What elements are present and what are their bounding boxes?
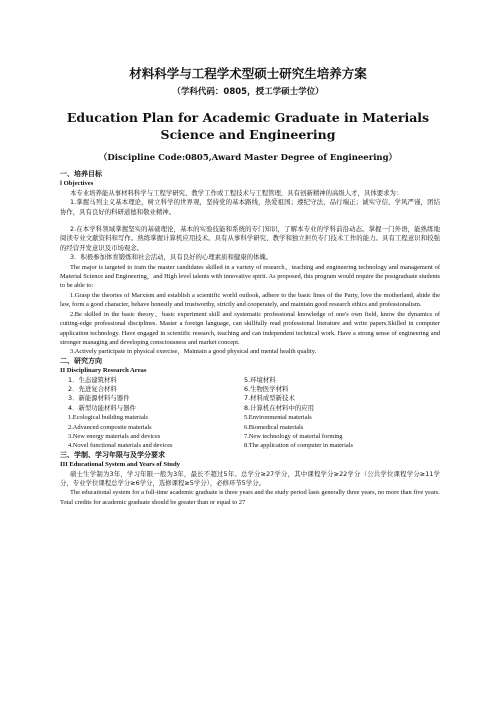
paragraph: 3.Actively participate in physical exercise，Maintain a good physical and mental health quality. [70,348,317,356]
list-item: 2．先进复合材料 [68,384,117,393]
section-heading-system-cn: 三、学制、学习年限与及学分要求 [60,450,165,459]
list-item: 6.Biomedical materials [244,423,304,431]
list-item: 2.Advanced composite materials [68,423,152,431]
paragraph: The educational system for a full-time academic graduate is three years and the study period lasts generally three years, no more than five years. Total credits for academic graduate should be greater than or equal to 27 [60,489,440,506]
list-item: 4．新型功能材料与器件 [68,403,136,412]
paragraph: 3．积极参加体育锻炼和社会活动，具有良好的心理素质和健康的体魄。 [70,253,273,262]
paragraph: 本专业培养能从事材料科学与工程学研究、教学工作或工程技术与工程管理，具有创新精神的高级人才，具体要求为： [70,188,403,197]
list-item: 7.New technology of material forming [244,432,343,440]
paragraph: The major is targeted to train the master candidates skilled in a variety of research、teaching and engineering technology and management of Material Science and Engineering，and High level talents with innovative spirit. As proposed, this program would require the postgraduate students to be able to: [60,263,440,290]
section-heading-objectives-cn: 一、培养目标 [60,170,102,178]
list-item: 3.New energy materials and devices [68,432,161,440]
document-subtitle-cn: （学科代码：0805，授工学硕士学位） [172,87,324,97]
list-item: 8.The application of computer in materials [244,442,353,450]
paragraph: 2.在本学科领域掌握坚实的基础理论，基本的实验技能和系统的专门知识，了解本专业的学科前沿动态。掌握一门外语，能熟练地阅读专业文献资料和写作。熟练掌握计算机应用技术。具有从事科学研究、教学和独立担负专门技术工作的能力。具有工程意识和较强的经营开发意识及市场观念。 [60,225,440,252]
research-areas-list [60,376,440,451]
document-title-cn: 材料科学与工程学术型硕士研究生培养方案 [129,66,367,81]
list-item: 8.计算机在材料中的应用 [244,403,315,412]
list-item: 1．生态建筑材料 [68,375,117,384]
section-heading-system-en: III Educational System and Years of Study [60,461,180,469]
paragraph: 1.掌握马列主义基本理论，树立科学的世界观，坚持党的基本路线，热爱祖国；遵纪守法，品行端正；诚实守信，学风严谨，团结协作，具有良好的科研道德和敬业精神。 [60,198,440,216]
research-areas-right-column [244,376,440,451]
document-subtitle-en: （Discipline Code:0805,Award Master Degree of Engineering） [98,153,398,163]
list-item: 5.Environmental materials [244,414,312,422]
section-heading-objectives-en: Ⅰ Objectives [60,180,94,188]
paragraph: 1.Grasp the theories of Marxism and establish a scientific world outlook, adhere to the basic lines of the Party, love the motherland, abide the law, form a good character, behave honestly and trustworthy, strictly and cooperately, and maintain good research ethics and professionalism. [60,291,440,309]
paragraph: 硕士生学制为3年，学习年限一般为3年，最长不超过5年。总学分≥27学分，其中课程学分≥22学分（公共学位课程学分≥11学分，专业学位课程总学分≥6学分，选修课程≥5学分），必修环节5学分。 [60,469,440,487]
list-item: 6.生物医学材料 [244,384,289,393]
spacer [60,217,440,225]
list-item: 4.Novel functional materials and devices [68,442,173,450]
section-heading-research-cn: 二、研究方向 [60,356,102,365]
section-heading-research-en: II Disciplinary Research Areas [60,367,147,375]
research-areas-left-column [60,376,244,451]
list-item: 5.环境材料 [244,375,276,384]
paragraph: 2.Be skilled in the basic theory、basic experiment skill and systematic professional knowledge of one's own field, know the dynamics of cutting-edge professional disciplines. Master a foreign language, can skillfully read professional literature and write papers.Skilled in computer application technology. Have engaged in scientific research, teaching and can independent technical work. Have a strong sense of engineering and stronger managing and developing consciousness and market concept. [60,310,440,346]
document-title-en: Education Plan for Academic Graduate in Materials Science and Engineering [66,110,430,142]
document-body [60,170,440,507]
list-item: 1.Ecological building materials [68,414,149,422]
list-item: 3．新能源材料与器件 [68,394,130,403]
list-item: 7.材料成型新技术 [244,394,295,403]
